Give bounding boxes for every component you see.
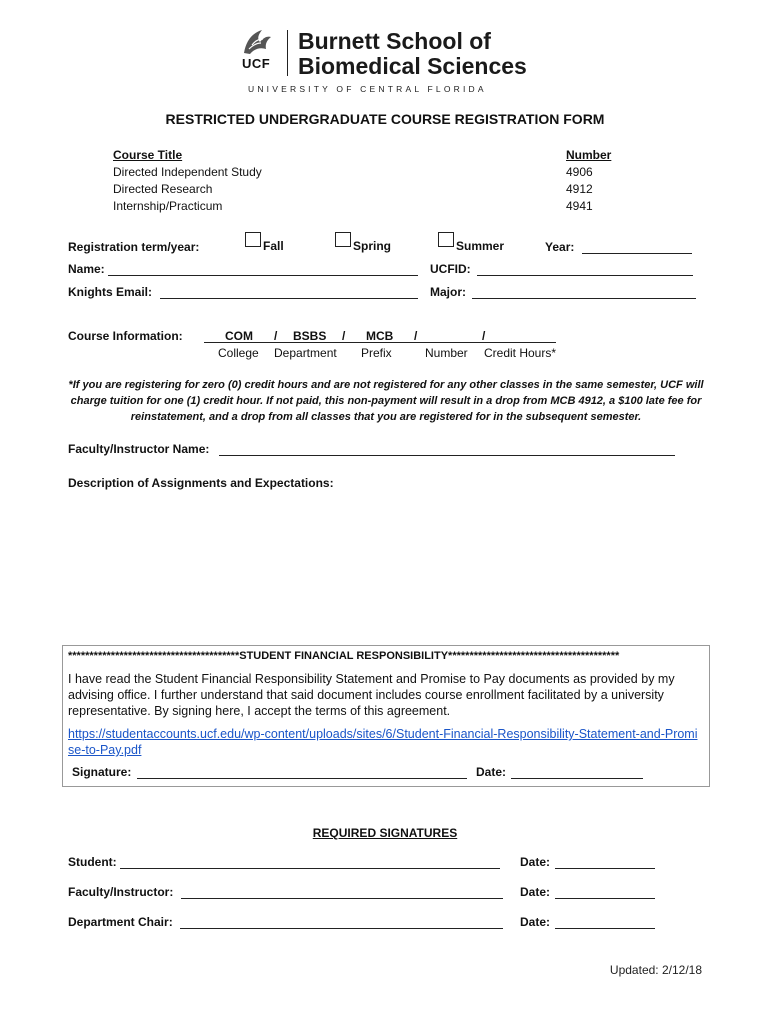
financial-heading: ****************************************STUDENT FINANCIAL RESPONSIBILITY****************************************	[68, 650, 620, 662]
school-name-line1: Burnett School of	[298, 28, 491, 54]
signature-label: Signature:	[72, 765, 132, 779]
summer-label: Summer	[456, 239, 505, 253]
course-title: Directed Research	[113, 182, 213, 196]
major-field[interactable]	[472, 298, 696, 299]
course-number-header: Number	[566, 148, 612, 162]
ucfid-field[interactable]	[477, 275, 693, 276]
course-number: 4906	[566, 165, 593, 179]
financial-text: I have read the Student Financial Responsibility Statement and Promise to Pay documents as provided by my advising office. I further understand that said document includes course enrollment facilitated by a university representative. By signing here, I accept the terms of this agreement.	[68, 672, 675, 718]
course-title-header: Course Title	[113, 148, 183, 162]
date-label: Date:	[520, 885, 551, 899]
college-value: COM	[225, 329, 253, 343]
university-name: UNIVERSITY OF CENTRAL FLORIDA	[248, 84, 487, 94]
faculty-name-label: Faculty/Instructor Name:	[68, 442, 210, 456]
date-field[interactable]	[511, 778, 643, 779]
faculty-signature-label: Faculty/Instructor:	[68, 885, 174, 899]
date-label: Date:	[520, 915, 551, 929]
course-number: 4941	[566, 199, 593, 213]
chair-signature-label: Department Chair:	[68, 915, 173, 929]
separator: /	[342, 329, 346, 343]
date-label: Date:	[520, 855, 551, 869]
spring-label: Spring	[353, 239, 391, 253]
summer-checkbox[interactable]	[438, 232, 454, 247]
faculty-name-field[interactable]	[219, 455, 675, 456]
credit-hours-note: *If you are registering for zero (0) credit hours and are not registered for any other classes in the same semester, UCF will charge tuition for one (1) credit hour. If not paid, this non-payment will result in a drop from MCB 4912, a $100 late fee for reinstatement, and a drop from all classes that you are registered for in the subsequent semester.	[68, 379, 704, 423]
prefix-value: MCB	[366, 329, 394, 343]
course-title-column	[113, 147, 262, 215]
description-label: Description of Assignments and Expectations:	[68, 476, 334, 490]
updated-date: Updated: 2/12/18	[609, 963, 702, 977]
number-caption: Number	[425, 346, 468, 360]
financial-link[interactable]: https://studentaccounts.ucf.edu/wp-content/uploads/sites/6/Student-Financial-Responsibility-Statement-and-Promise-to-Pay.pdf	[68, 727, 698, 757]
major-label: Major:	[430, 285, 466, 299]
prefix-caption: Prefix	[361, 346, 392, 360]
registration-term-label: Registration term/year:	[68, 240, 200, 254]
name-field[interactable]	[108, 275, 418, 276]
course-title: Internship/Practicum	[113, 199, 223, 213]
college-caption: College	[218, 346, 259, 360]
required-signatures-heading: REQUIRED SIGNATURES	[312, 826, 458, 840]
separator: /	[482, 329, 486, 343]
year-label: Year:	[545, 240, 575, 254]
logo-divider	[287, 30, 288, 76]
faculty-signature-field[interactable]	[181, 898, 503, 899]
fall-label: Fall	[263, 239, 284, 253]
department-caption: Department	[274, 346, 337, 360]
description-area[interactable]	[68, 494, 708, 634]
course-title: Directed Independent Study	[113, 165, 262, 179]
student-signature-field[interactable]	[120, 868, 500, 869]
date-label: Date:	[476, 765, 507, 779]
course-number: 4912	[566, 182, 593, 196]
student-signature-label: Student:	[68, 855, 117, 869]
course-number-column	[566, 147, 611, 215]
credit-hours-caption: Credit Hours*	[484, 346, 557, 360]
department-value: BSBS	[293, 329, 327, 343]
date-field[interactable]	[555, 868, 655, 869]
signature-field[interactable]	[137, 778, 467, 779]
separator: /	[414, 329, 418, 343]
ucfid-label: UCFID:	[430, 262, 471, 276]
form-title: RESTRICTED UNDERGRADUATE COURSE REGISTRATION FORM	[165, 111, 605, 127]
date-field[interactable]	[555, 898, 655, 899]
email-field[interactable]	[160, 298, 418, 299]
name-label: Name:	[68, 262, 105, 276]
year-field[interactable]	[582, 253, 692, 254]
separator: /	[274, 329, 278, 343]
chair-signature-field[interactable]	[180, 928, 503, 929]
school-name	[298, 29, 527, 79]
course-info-label: Course Information:	[68, 329, 183, 343]
fall-checkbox[interactable]	[245, 232, 261, 247]
school-name-line2: Biomedical Sciences	[298, 53, 527, 79]
spring-checkbox[interactable]	[335, 232, 351, 247]
date-field[interactable]	[555, 928, 655, 929]
email-label: Knights Email:	[68, 285, 153, 299]
ucf-logo-text: UCF	[242, 56, 271, 71]
